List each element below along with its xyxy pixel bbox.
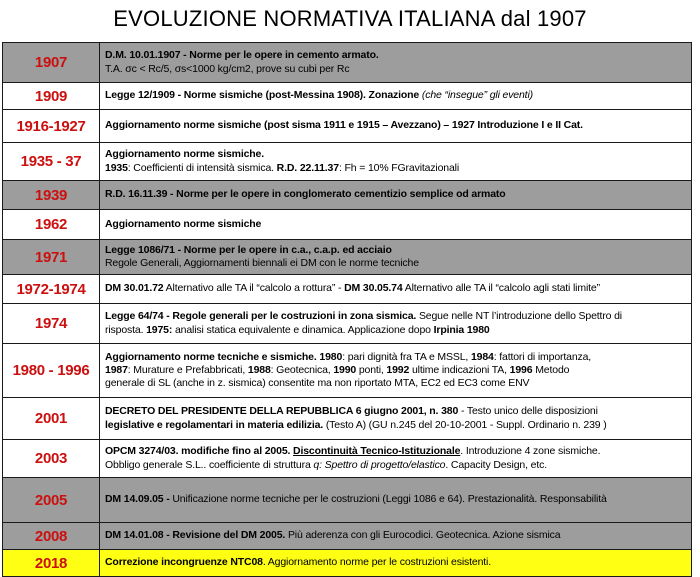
description-text: ponti,	[356, 363, 387, 376]
year-label: 1988	[247, 363, 271, 376]
description-cell	[100, 110, 692, 143]
year-label: 1990	[333, 363, 357, 376]
table-row	[3, 398, 692, 440]
table-row	[3, 210, 692, 240]
law-title: Aggiornamento norme sismiche (post sisma 1911 e 1915 – Avezzano) – 1927 Introduzione I e II Cat.	[105, 119, 583, 132]
year-cell: 2003	[3, 440, 100, 478]
table-row	[3, 550, 692, 577]
description-cell	[100, 181, 692, 210]
description-text: (Testo A) (GU n.245 del 20-10-2001 - Suppl. Ordinario n. 239 )	[323, 418, 607, 431]
law-title: D.M. 10.01.1907 - Norme per le opere in cemento armato.	[105, 49, 379, 62]
description-text: : Fh = 10% FGravitazionali	[338, 161, 460, 174]
description-cell	[100, 523, 692, 550]
law-title: Aggiornamento norme sismiche	[105, 217, 262, 230]
description-cell	[100, 275, 692, 304]
year-cell: 1916-1927	[3, 110, 100, 143]
description-cell	[100, 83, 692, 110]
description-text: Alternativo alle TA il “calcolo a rottura” -	[163, 282, 345, 295]
year-cell: 1909	[3, 83, 100, 110]
year-label: 1980	[319, 350, 343, 363]
table-row	[3, 478, 692, 523]
year-label: 1987	[105, 363, 128, 376]
description-cell	[100, 210, 692, 240]
law-title: Legge 1086/71 - Norme per le opere in c.a., c.a.p. ed acciaio	[105, 243, 392, 256]
year-cell: 1974	[3, 304, 100, 344]
year-label: 1992	[386, 363, 410, 376]
emphasis-text: Discontinuità Tecnico-Istituzionale	[293, 445, 461, 458]
table-row	[3, 181, 692, 210]
description-cell	[100, 440, 692, 478]
description-text: Obbligo generale S.L.. coefficiente di struttura	[105, 458, 314, 471]
year-cell: 1935 - 37	[3, 143, 100, 181]
table-row	[3, 110, 692, 143]
year-cell: 1939	[3, 181, 100, 210]
description-text: Regole Generali, Aggiornamenti biennali ei DM con le norme tecniche	[105, 257, 419, 269]
description-text: Più aderenza con gli Eurocodici. Geotecnica. Azione sismica	[285, 529, 561, 542]
law-reference: R.D. 22.11.37	[276, 161, 339, 174]
description-text: risposta.	[105, 323, 147, 336]
description-text: . Capacity Design, etc.	[445, 458, 547, 471]
year-cell: 1972-1974	[3, 275, 100, 304]
description-text: analisi statica equivalente e dinamica. Applicazione dopo	[172, 323, 434, 336]
law-title: Legge 64/74 - Regole generali per le costruzioni in zona sismica.	[105, 310, 417, 323]
year-cell: 2018	[3, 550, 100, 577]
description-cell	[100, 43, 692, 83]
description-cell	[100, 143, 692, 181]
description-cell	[100, 478, 692, 523]
law-title: DM 14.09.05 -	[105, 493, 170, 506]
year-cell: 2008	[3, 523, 100, 550]
description-text: : pari dignità fra TA e MSSL,	[342, 350, 471, 363]
table-row	[3, 275, 692, 304]
law-title: Aggiornamento norme tecniche e sismiche.	[105, 350, 317, 363]
description-text: Alternativo alle TA il “calcolo agli stati limite”	[402, 282, 600, 295]
year-label: 1984	[470, 350, 494, 363]
law-title: legislative e regolamentari in materia edilizia.	[105, 418, 324, 431]
description-text: : Murature e Prefabbricati,	[127, 363, 248, 376]
law-title: OPCM 3274/03. modifiche fino al 2005.	[105, 445, 294, 458]
table-row	[3, 240, 692, 275]
description-text: (che “insegue” gli eventi)	[419, 89, 533, 102]
description-text: ultime indicazioni TA,	[409, 363, 510, 376]
description-text: : fattori di importanza,	[493, 350, 592, 363]
description-cell	[100, 398, 692, 440]
description-cell	[100, 344, 692, 398]
year-cell: 2001	[3, 398, 100, 440]
table-row	[3, 43, 692, 83]
law-title: Aggiornamento norme sismiche.	[105, 148, 265, 161]
description-text: Segue nelle NT l’introduzione dello Spettro di	[416, 310, 622, 323]
year-cell: 1971	[3, 240, 100, 275]
law-title: Correzione incongruenze NTC08	[105, 556, 263, 569]
table-row	[3, 304, 692, 344]
description-text: . Introduzione 4 zone sismiche.	[460, 445, 601, 458]
law-title: DM 14.01.08 - Revisione del DM 2005.	[105, 529, 286, 542]
description-cell	[100, 304, 692, 344]
law-title: Legge 12/1909 - Norme sismiche (post-Messina 1908). Zonazione	[105, 89, 420, 102]
law-reference: DM 30.01.72	[105, 282, 164, 295]
year-label: 1935	[105, 161, 128, 174]
description-text: Unificazione norme tecniche per le costruzioni (Leggi 1086 e 64). Prestazionalità. Responsabilità	[169, 493, 607, 506]
law-title: R.D. 16.11.39 - Norme per le opere in conglomerato cementizio semplice od armato	[105, 188, 506, 201]
table-row	[3, 344, 692, 398]
description-cell	[100, 550, 692, 577]
event-label: Irpinia 1980	[433, 323, 490, 336]
description-text: . Aggiornamento norme per le costruzioni esistenti.	[262, 556, 491, 569]
law-title: DECRETO DEL PRESIDENTE DELLA REPUBBLICA 6 giugno 2001, n. 380	[105, 405, 459, 418]
year-cell: 1962	[3, 210, 100, 240]
year-label: 1996	[509, 363, 533, 376]
timeline-table	[2, 42, 692, 577]
table-row	[3, 143, 692, 181]
emphasis-text: q: Spettro di progetto/elastico	[313, 458, 446, 471]
description-text: : Geotecnica,	[270, 363, 334, 376]
description-text: generale di SL (anche in z. sismica) consentite ma non riportato MTA, EC2 ed EC3 come ENV	[105, 377, 530, 390]
description-text: - Testo unico delle disposizioni	[458, 405, 598, 418]
page-title: EVOLUZIONE NORMATIVA ITALIANA dal 1907	[113, 6, 587, 31]
law-reference: DM 30.05.74	[344, 282, 403, 295]
description-cell	[100, 240, 692, 275]
description-text: : Coefficienti di intensità sismica.	[127, 161, 277, 174]
table-row	[3, 83, 692, 110]
year-cell: 1980 - 1996	[3, 344, 100, 398]
description-text: Metodo	[532, 363, 570, 376]
year-label: 1975:	[146, 323, 173, 336]
year-cell: 2005	[3, 478, 100, 523]
description-text: T.A. σc < Rc/5, σs<1000 kg/cm2, prove su cubi per Rc	[105, 62, 350, 75]
table-row	[3, 440, 692, 478]
table-row	[3, 523, 692, 550]
year-cell: 1907	[3, 43, 100, 83]
